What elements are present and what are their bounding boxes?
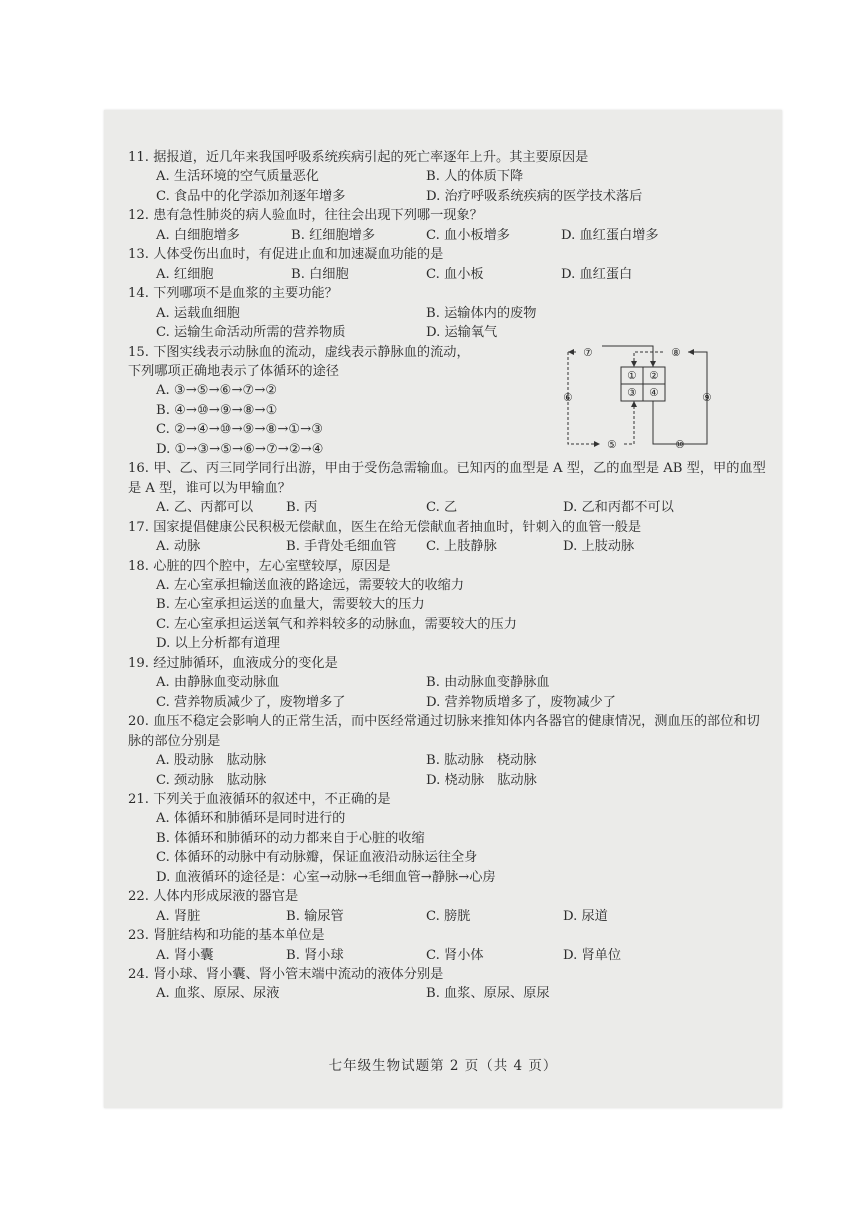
venous-path-bottom — [624, 401, 634, 444]
arterial-path-top — [602, 346, 653, 367]
question-stem: 20. 血压不稳定会影响人的正常生活，而中医经常通过切脉来推知体内各器官的健康情况，测血压的部位和切脉的部位分别是 — [128, 714, 760, 749]
option-b: B. 人的体质下降 — [426, 169, 524, 185]
question-13 — [128, 245, 768, 284]
option-c: C. 营养物质减少了，废物增多了 — [156, 694, 346, 710]
label-10: ⑩ — [675, 438, 685, 451]
options-row — [128, 537, 768, 556]
exam-page — [104, 110, 782, 1108]
option-c: C. 颈动脉 肱动脉 — [156, 772, 267, 788]
option-d: D. 血红蛋白 — [561, 266, 633, 282]
option-c: C. 乙 — [426, 500, 458, 516]
options-row — [128, 498, 768, 517]
option-c: C. 运输生命活动所需的营养物质 — [156, 325, 346, 341]
question-stem: 12. 患有急性肺炎的病人验血时，往往会出现下列哪一现象？ — [128, 208, 483, 224]
option-c: C. 体循环的动脉中有动脉瓣，保证血液沿动脉运往全身 — [156, 850, 478, 866]
option-b: B. 体循环和肺循环的动力都来自于心脏的收缩 — [156, 830, 425, 846]
option-a: A. 体循环和肺循环是同时进行的 — [156, 811, 346, 827]
option-a: A. ③→⑤→⑥→⑦→② — [156, 383, 278, 399]
option-c: C. 上肢静脉 — [426, 539, 497, 555]
label-4: ④ — [649, 386, 659, 399]
option-a: A. 红细胞 — [156, 266, 214, 282]
question-21 — [128, 790, 768, 887]
label-9: ⑨ — [702, 391, 712, 404]
option-b: B. 红细胞增多 — [291, 227, 376, 243]
options-row — [128, 946, 768, 965]
option-a: A. 股动脉 肱动脉 — [156, 753, 267, 769]
option-d: D. 尿道 — [563, 908, 608, 924]
question-22 — [128, 887, 768, 926]
options-row — [128, 187, 768, 206]
options-row — [128, 265, 768, 284]
option-b: B. 白细胞 — [291, 266, 349, 282]
question-19 — [128, 654, 768, 712]
option-b: B. 手背处毛细血管 — [286, 539, 397, 555]
question-18 — [128, 557, 768, 654]
question-stem: 19. 经过肺循环，血液成分的变化是 — [128, 655, 338, 671]
option-c: C. 食品中的化学添加剂逐年增多 — [156, 188, 346, 204]
question-24 — [128, 965, 768, 1004]
option-d: D. 上肢动脉 — [563, 539, 635, 555]
option-b: B. ④→⑩→⑨→⑧→① — [156, 402, 278, 418]
option-d: D. 营养物质增多了，废物减少了 — [426, 694, 616, 710]
option-d: D. 运输氧气 — [426, 325, 498, 341]
option-c: C. 肾小体 — [426, 947, 484, 963]
option-b: B. 丙 — [286, 500, 318, 516]
question-14 — [128, 284, 768, 342]
option-b: B. 血浆、原尿、原尿 — [426, 986, 550, 1002]
label-1: ① — [627, 369, 637, 382]
option-c: C. ②→④→⑩→⑨→⑧→①→③ — [156, 422, 324, 438]
question-11 — [128, 148, 768, 206]
option-a: A. 乙、丙都可以 — [156, 500, 254, 516]
question-stem: 24. 肾小球、肾小囊、肾小管末端中流动的液体分别是 — [128, 967, 444, 983]
option-d: D. ①→③→⑤→⑥→⑦→②→④ — [156, 441, 324, 457]
option-d: D. 桡动脉 肱动脉 — [426, 772, 537, 788]
option-d: D. 治疗呼吸系统疾病的医学技术落后 — [426, 188, 643, 204]
option-a: A. 血浆、原尿、尿液 — [156, 986, 280, 1002]
question-stem: 18. 心脏的四个腔中，左心室壁较厚，原因是 — [128, 558, 391, 574]
options-row — [128, 984, 768, 1003]
venous-path-top-right — [634, 352, 663, 367]
label-3: ③ — [627, 386, 637, 399]
option-c: C. 血小板增多 — [426, 227, 510, 243]
label-8: ⑧ — [671, 346, 681, 359]
options-row — [128, 323, 768, 342]
question-stem: 17. 国家提倡健康公民积极无偿献血，医生在给无偿献血者抽血时，针刺入的血管一般是 — [128, 519, 642, 535]
question-stem: 15. 下图实线表示动脉血的流动，虚线表示静脉血的流动， — [128, 344, 470, 360]
option-c: C. 左心室承担运送氧气和养料较多的动脉血，需要较大的压力 — [156, 616, 517, 632]
option-d: D. 乙和丙都不可以 — [563, 500, 674, 516]
option-a: A. 由静脉血变动脉血 — [156, 675, 280, 691]
question-stem: 16. 甲、乙、丙三同学同行出游，甲由于受伤急需输血。已知丙的血型是 A 型，乙的血型是 AB 型，甲的血型是 A 型，谁可以为甲输血？ — [128, 461, 766, 496]
arterial-path-right — [653, 352, 707, 444]
question-stem: 11. 据报道，近几年来我国呼吸系统疾病引起的死亡率逐年上升。其主要原因是 — [128, 150, 589, 165]
option-a: A. 生活环境的空气质量恶化 — [156, 169, 319, 185]
option-d: D. 以上分析都有道理 — [156, 636, 280, 652]
option-b: B. 肾小球 — [286, 947, 344, 963]
label-5: ⑤ — [607, 438, 617, 451]
options-row — [128, 304, 768, 323]
option-d: D. 血液循环的途径是：心室→动脉→毛细血管→静脉→心房 — [156, 869, 496, 885]
option-a: A. 肾小囊 — [156, 947, 214, 963]
question-stem: 22. 人体内形成尿液的器官是 — [128, 889, 299, 905]
label-6: ⑥ — [563, 391, 573, 404]
circulation-diagram — [548, 343, 733, 461]
options-row — [128, 226, 768, 245]
question-stem-line2: 下列哪项正确地表示了体循环的途径 — [128, 363, 339, 379]
option-a: A. 白细胞增多 — [156, 227, 240, 243]
question-12 — [128, 206, 768, 245]
options-row — [128, 751, 768, 770]
option-d: D. 血红蛋白增多 — [561, 227, 659, 243]
options-row — [128, 167, 768, 186]
option-a: A. 肾脏 — [156, 908, 201, 924]
options-row — [128, 907, 768, 926]
label-2: ② — [649, 369, 659, 382]
question-16 — [128, 459, 768, 517]
option-b: B. 由动脉血变静脉血 — [426, 675, 550, 691]
options-row — [128, 771, 768, 790]
question-stem: 21. 下列关于血液循环的叙述中，不正确的是 — [128, 791, 391, 807]
options-row — [128, 693, 768, 712]
venous-path-left — [568, 352, 600, 444]
option-a: A. 左心室承担输送血液的路途远，需要较大的收缩力 — [156, 577, 465, 593]
option-d: D. 肾单位 — [563, 947, 622, 963]
option-c: C. 血小板 — [426, 266, 484, 282]
question-20 — [128, 712, 768, 790]
question-stem: 14. 下列哪项不是血浆的主要功能？ — [128, 286, 338, 302]
page-footer: 七年级生物试题第 2 页（共 4 页） — [328, 1058, 558, 1074]
question-17 — [128, 518, 768, 557]
options-row — [128, 673, 768, 692]
option-b: B. 输尿管 — [286, 908, 344, 924]
question-23 — [128, 926, 768, 965]
option-b: B. 肱动脉 桡动脉 — [426, 753, 537, 769]
question-15 — [128, 343, 768, 460]
label-7: ⑦ — [583, 346, 593, 359]
question-stem: 13. 人体受伤出血时，有促进止血和加速凝血功能的是 — [128, 247, 444, 263]
option-b: B. 运输体内的废物 — [426, 305, 537, 321]
option-c: C. 膀胱 — [426, 908, 471, 924]
option-b: B. 左心室承担运送的血量大，需要较大的压力 — [156, 597, 425, 613]
question-stem: 23. 肾脏结构和功能的基本单位是 — [128, 928, 325, 944]
question-list — [128, 148, 768, 1004]
option-a: A. 动脉 — [156, 539, 201, 555]
option-a: A. 运载血细胞 — [156, 305, 240, 321]
